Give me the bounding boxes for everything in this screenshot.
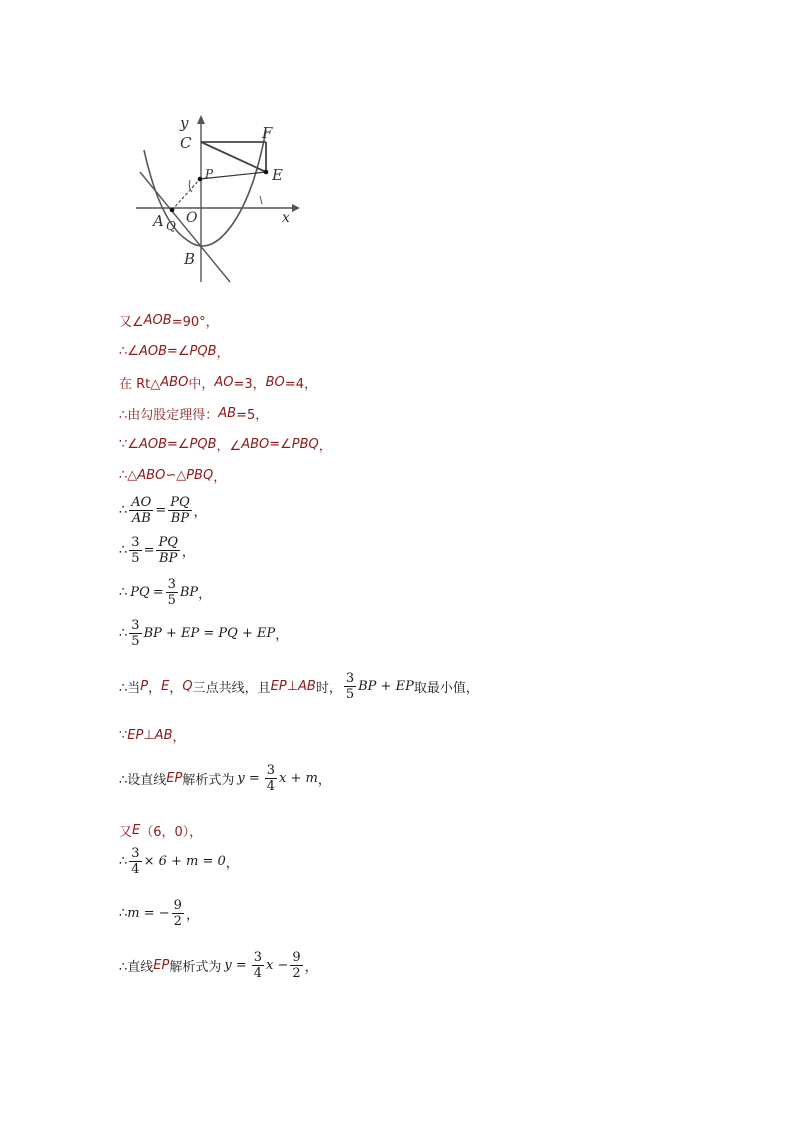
- text: =5，: [236, 408, 269, 423]
- text: PQB: [189, 344, 217, 359]
- numerator: 3: [131, 535, 140, 550]
- text: 又∠: [119, 315, 144, 330]
- fraction: [129, 846, 141, 877]
- math-text: x −: [266, 958, 289, 973]
- label-p: P: [205, 167, 214, 181]
- step-3: [119, 373, 317, 392]
- label-x: x: [282, 210, 290, 226]
- text: ∴: [119, 585, 128, 600]
- text: ⊥: [286, 679, 299, 694]
- text: =3，: [233, 377, 266, 392]
- text: ∴由勾股定理得：: [119, 408, 219, 423]
- tick-mark: [260, 196, 262, 204]
- text: ，: [169, 681, 183, 696]
- text: ，: [275, 628, 289, 643]
- label-f: F: [262, 124, 273, 142]
- step-14: [119, 821, 202, 840]
- point-e: [264, 170, 269, 175]
- fraction: [265, 763, 277, 794]
- text: E: [161, 679, 170, 694]
- math-text: BP + EP = PQ + EP: [143, 626, 276, 641]
- fraction: [172, 898, 184, 929]
- x-axis-arrow: [292, 204, 300, 212]
- text: ABO: [137, 468, 166, 483]
- text: =90°，: [171, 315, 219, 330]
- numerator: 9: [173, 898, 182, 913]
- text: ，: [193, 505, 207, 520]
- fraction: [166, 577, 178, 608]
- point-p: [198, 177, 203, 182]
- text: AOB: [143, 313, 172, 328]
- text: AB: [218, 406, 237, 421]
- text: AO: [214, 375, 234, 390]
- step-5: [119, 435, 332, 454]
- text: E: [132, 823, 141, 838]
- numerator: AO: [131, 495, 152, 510]
- text: ，: [185, 908, 199, 923]
- step-9: [119, 577, 211, 608]
- text: ，: [148, 681, 162, 696]
- denominator: 5: [167, 593, 176, 608]
- numerator: 3: [167, 577, 176, 592]
- math-text: BP + EP: [358, 679, 414, 694]
- text: ∴当: [119, 681, 141, 696]
- text: EP: [153, 958, 170, 973]
- text: ABO: [241, 437, 270, 452]
- text: AOB: [138, 344, 167, 359]
- denominator: AB: [131, 511, 151, 526]
- text: AB: [154, 728, 173, 743]
- text: Q: [182, 679, 193, 694]
- text: P: [140, 679, 149, 694]
- step-8: [119, 535, 195, 566]
- fraction: [129, 618, 141, 649]
- denominator: 2: [292, 966, 301, 981]
- text: 中，: [188, 377, 215, 392]
- text: （6，0），: [140, 825, 203, 840]
- equals: =: [152, 585, 164, 600]
- label-b: B: [184, 250, 196, 268]
- text: ABO: [160, 375, 189, 390]
- fraction: [129, 495, 153, 526]
- geometry-figure: [132, 110, 302, 288]
- text: ，: [216, 346, 230, 361]
- denominator: 5: [131, 551, 140, 566]
- math-text: m = −: [127, 906, 170, 921]
- label-a: A: [153, 212, 164, 230]
- text: 又: [119, 825, 133, 840]
- text: ，: [304, 960, 318, 975]
- y-axis-arrow: [197, 115, 205, 124]
- equals: =: [155, 503, 167, 518]
- math-text: PQ: [130, 585, 150, 600]
- text: ∴直线: [119, 960, 154, 975]
- fraction: [129, 535, 141, 566]
- text: ∴设直线: [119, 773, 167, 788]
- numerator: PQ: [158, 535, 178, 550]
- step-13: [119, 763, 331, 794]
- numerator: 3: [131, 846, 140, 861]
- fraction: [252, 950, 264, 981]
- step-6: [119, 466, 226, 485]
- text: ∽△: [165, 468, 187, 483]
- denominator: 5: [345, 687, 355, 702]
- text: ，: [317, 773, 331, 788]
- text: ∴: [119, 626, 128, 641]
- fraction: [290, 950, 302, 981]
- math-text: BP: [179, 585, 199, 600]
- text: ，: [213, 470, 227, 485]
- step-16: [119, 898, 199, 929]
- text: =4，: [284, 377, 317, 392]
- text: AB: [298, 679, 316, 694]
- text: 取最小值，: [413, 681, 479, 696]
- numerator: 9: [292, 950, 301, 965]
- label-o: O: [186, 210, 198, 226]
- label-y: y: [180, 114, 189, 132]
- text: 时，: [315, 681, 342, 696]
- math-text: × 6 + m = 0: [143, 854, 226, 869]
- text: 在 Rt△: [119, 377, 161, 392]
- fraction: [168, 495, 191, 526]
- text: ∴: [119, 854, 128, 869]
- equals: =: [143, 543, 155, 558]
- numerator: 3: [345, 671, 355, 686]
- text: PBQ: [291, 437, 319, 452]
- text: BO: [265, 375, 285, 390]
- text: ∴∠: [119, 344, 139, 359]
- denominator: BP: [170, 511, 190, 526]
- text: ∵: [119, 728, 128, 743]
- text: 解析式为: [182, 773, 235, 788]
- step-15: [119, 846, 239, 877]
- point-q: [170, 208, 175, 213]
- math-text: x + m: [279, 771, 318, 786]
- denominator: 2: [173, 914, 182, 929]
- text: ，: [181, 545, 195, 560]
- math-text: y =: [224, 958, 247, 973]
- numerator: 3: [131, 618, 140, 633]
- text: ，: [172, 730, 186, 745]
- text: ∵∠: [119, 437, 139, 452]
- text: AOB: [138, 437, 167, 452]
- text: ∴: [119, 906, 128, 921]
- text: 三点共线，且: [192, 681, 271, 696]
- text: ∴△: [119, 468, 138, 483]
- step-4: [119, 404, 268, 423]
- text: ∴: [119, 503, 128, 518]
- fraction: [156, 535, 179, 566]
- text: EP: [127, 728, 144, 743]
- denominator: 4: [266, 779, 276, 794]
- step-7: [119, 495, 207, 526]
- numerator: 3: [253, 950, 263, 965]
- numerator: 3: [266, 763, 276, 778]
- text: =∠: [166, 344, 190, 359]
- text: ，: [318, 439, 332, 454]
- parabola-diagram: [132, 110, 302, 288]
- text: EP: [166, 771, 183, 786]
- step-10: [119, 618, 288, 649]
- step-1: [119, 311, 219, 330]
- text: ⊥: [143, 728, 155, 743]
- text: PQB: [189, 437, 217, 452]
- denominator: 4: [131, 862, 140, 877]
- label-c: C: [180, 134, 192, 152]
- step-12: [119, 726, 186, 745]
- text: =∠: [166, 437, 190, 452]
- math-text: y =: [237, 771, 260, 786]
- step-11: [119, 671, 479, 702]
- step-2: [119, 342, 230, 361]
- text: 解析式为: [169, 960, 222, 975]
- denominator: 4: [253, 966, 263, 981]
- text: ，: [198, 587, 212, 602]
- text: ，: [225, 856, 239, 871]
- text: PBQ: [186, 468, 214, 483]
- text: ∴: [119, 543, 128, 558]
- step-17: [119, 950, 318, 981]
- segment-qp-dashed: [172, 179, 200, 210]
- denominator: 5: [131, 634, 140, 649]
- denominator: BP: [159, 551, 178, 566]
- text: =∠: [269, 437, 292, 452]
- fraction: [344, 671, 356, 702]
- label-q: Q: [166, 219, 176, 233]
- numerator: PQ: [170, 495, 190, 510]
- text: EP: [270, 679, 287, 694]
- text: ，∠: [216, 439, 242, 454]
- label-e: E: [272, 166, 283, 184]
